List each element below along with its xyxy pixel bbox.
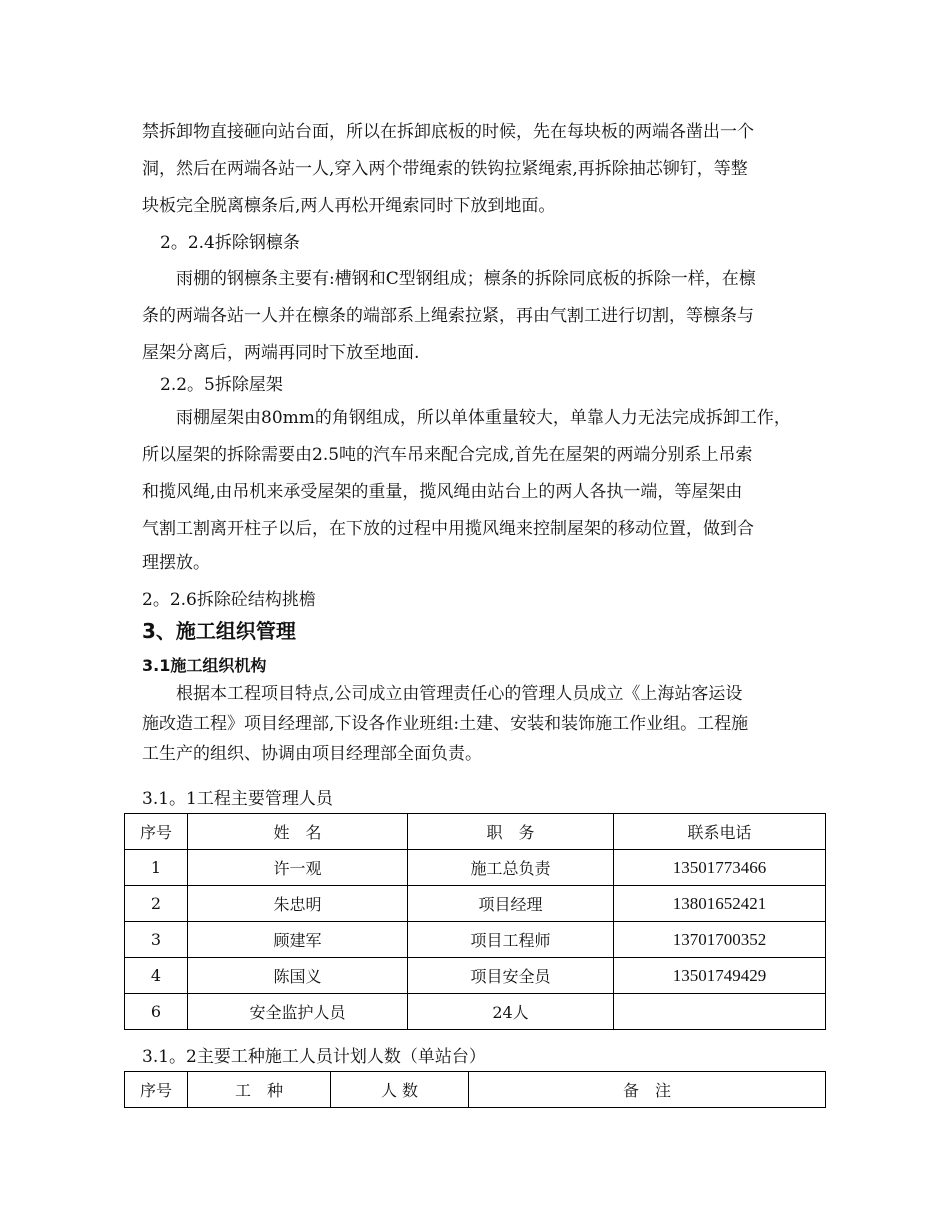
cell-name: 陈国义 — [188, 958, 408, 994]
paragraph-line: 施改造工程》项目经理部,下设各作业班组:土建、安装和装饰施工作业组。工程施 — [142, 714, 749, 734]
paragraph-line: 屋架分离后，两端再同时下放至地面. — [142, 343, 420, 363]
table-row — [125, 850, 826, 886]
cell-name: 顾建军 — [188, 922, 408, 958]
section-heading-2-2-4: 2。2.4拆除钢檩条 — [160, 233, 300, 253]
cell-phone: 13501749429 — [614, 958, 826, 994]
section-heading-2-2-6: 2。2.6拆除砼结构挑檐 — [142, 590, 316, 610]
header-phone: 联系电话 — [614, 814, 826, 850]
header-index: 序号 — [125, 1072, 188, 1108]
table-caption: 3.1。1工程主要管理人员 — [142, 789, 333, 809]
cell-index: 3 — [125, 922, 188, 958]
paragraph-line: 理摆放。 — [142, 553, 210, 573]
cell-index: 2 — [125, 886, 188, 922]
cell-phone: 13801652421 — [614, 886, 826, 922]
paragraph-line: 禁拆卸物直接砸向站台面，所以在拆卸底板的时候，先在每块板的两端各凿出一个 — [142, 122, 754, 142]
cell-name: 朱忠明 — [188, 886, 408, 922]
chapter-heading: 3、施工组织管理 — [142, 619, 296, 643]
cell-position: 项目安全员 — [408, 958, 614, 994]
cell-phone: 13501773466 — [614, 850, 826, 886]
header-name: 姓 名 — [188, 814, 408, 850]
paragraph-line: 块板完全脱离檩条后,两人再松开绳索同时下放到地面。 — [142, 196, 556, 216]
cell-name: 许一观 — [188, 850, 408, 886]
paragraph-line: 条的两端各站一人并在檩条的端部系上绳索拉紧，再由气割工进行切割，等檩条与 — [142, 306, 754, 326]
paragraph-line: 根据本工程项目特点,公司成立由管理责任心的管理人员成立《上海站客运设 — [176, 684, 743, 704]
section-heading-3-1: 3.1施工组织机构 — [142, 656, 267, 675]
table-header-row — [125, 1072, 826, 1108]
cell-phone: 13701700352 — [614, 922, 826, 958]
paragraph-line: 所以屋架的拆除需要由2.5吨的汽车吊来配合完成,首先在屋架的两端分别系上吊索 — [142, 445, 753, 465]
cell-name: 安全监护人员 — [188, 994, 408, 1030]
management-staff-table — [124, 813, 826, 1030]
paragraph-line: 雨棚的钢檩条主要有:槽钢和C型钢组成；檩条的拆除同底板的拆除一样，在檩 — [176, 269, 756, 289]
table-row — [125, 958, 826, 994]
section-heading-2-2-5: 2.2。5拆除屋架 — [160, 375, 283, 395]
header-index: 序号 — [125, 814, 188, 850]
cell-index: 4 — [125, 958, 188, 994]
cell-index: 1 — [125, 850, 188, 886]
table-caption: 3.1。2主要工种施工人员计划人数（单站台） — [142, 1047, 486, 1067]
table-row — [125, 922, 826, 958]
cell-position: 24人 — [408, 994, 614, 1030]
table-row — [125, 886, 826, 922]
header-position: 职 务 — [408, 814, 614, 850]
cell-position: 项目经理 — [408, 886, 614, 922]
paragraph-line: 气割工割离开柱子以后，在下放的过程中用揽风绳来控制屋架的移动位置，做到合 — [142, 519, 754, 539]
header-count: 人 数 — [331, 1072, 469, 1108]
table-row — [125, 994, 826, 1030]
cell-position: 项目工程师 — [408, 922, 614, 958]
worker-plan-table — [124, 1071, 826, 1108]
header-trade: 工 种 — [188, 1072, 331, 1108]
cell-index: 6 — [125, 994, 188, 1030]
paragraph-line: 洞，然后在两端各站一人,穿入两个带绳索的铁钩拉紧绳索,再拆除抽芯铆钉，等整 — [142, 159, 748, 179]
cell-position: 施工总负责 — [408, 850, 614, 886]
paragraph-line: 工生产的组织、协调由项目经理部全面负责。 — [142, 744, 482, 764]
paragraph-line: 雨棚屋架由80mm的角钢组成，所以单体重量较大，单靠人力无法完成拆卸工作， — [176, 408, 791, 428]
paragraph-line: 和揽风绳,由吊机来承受屋架的重量，揽风绳由站台上的两人各执一端，等屋架由 — [142, 482, 743, 502]
table-header-row — [125, 814, 826, 850]
header-remarks: 备 注 — [469, 1072, 826, 1108]
cell-phone — [614, 994, 826, 1030]
